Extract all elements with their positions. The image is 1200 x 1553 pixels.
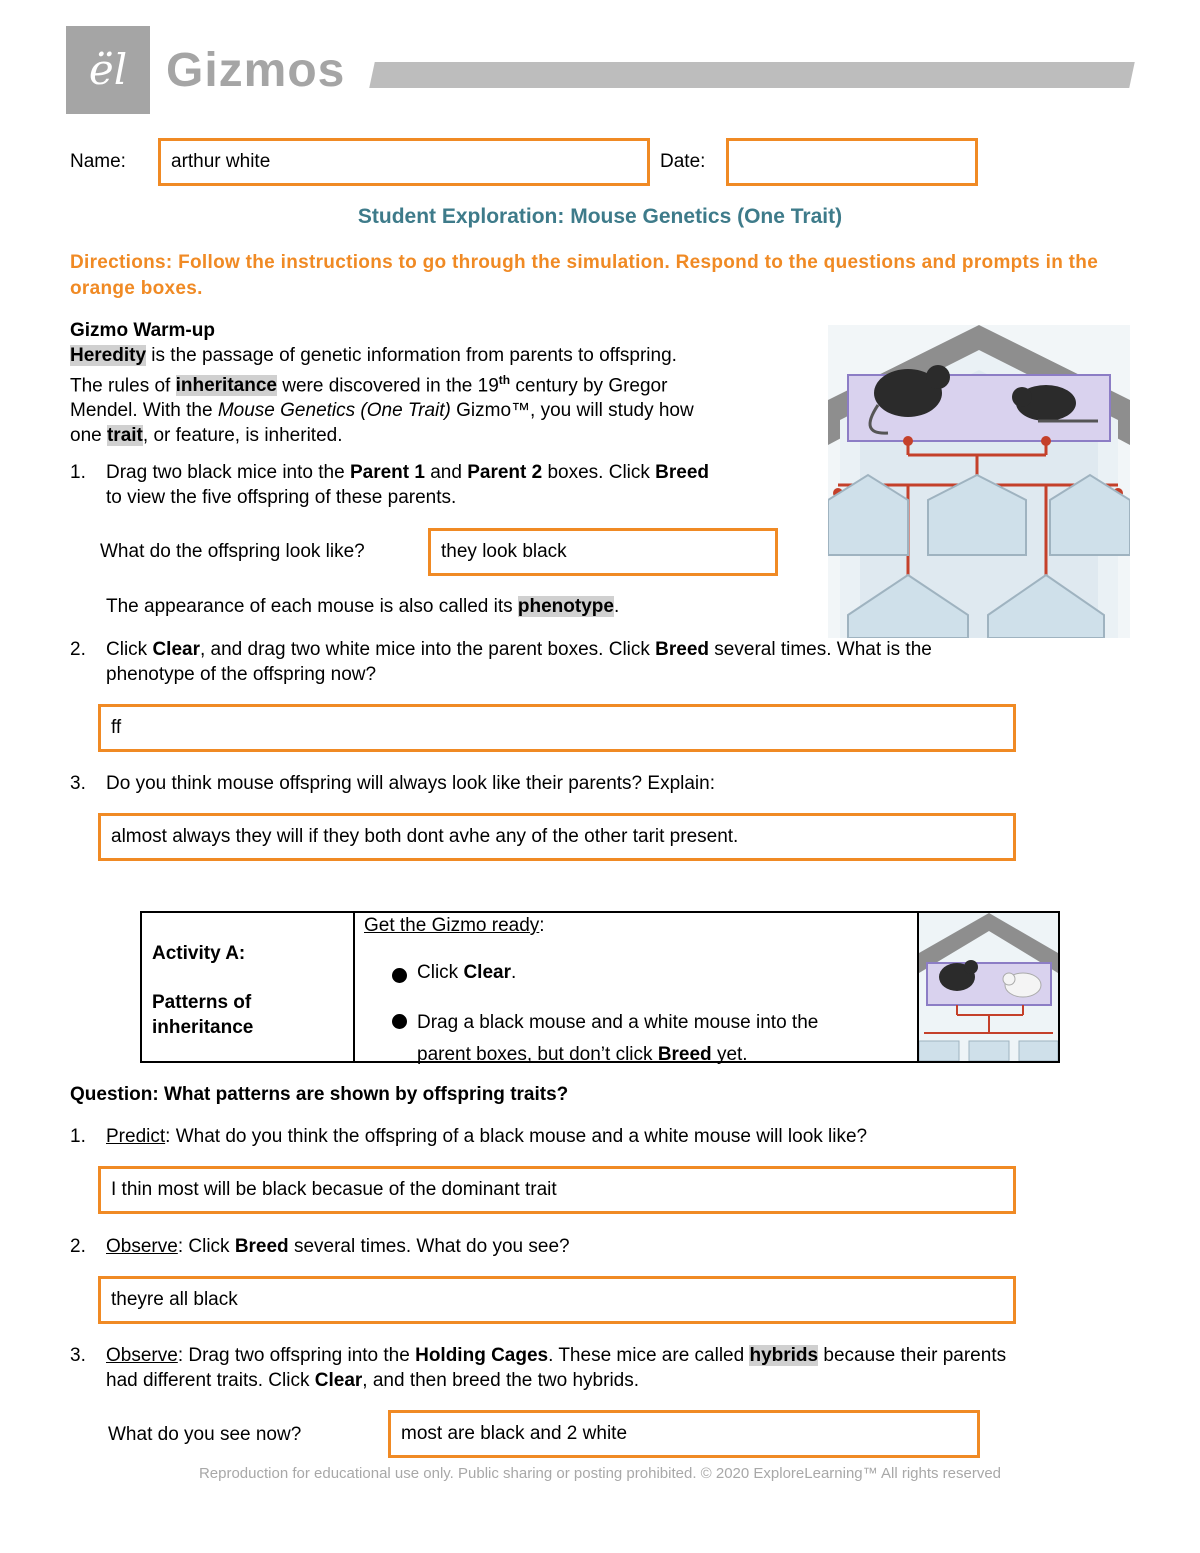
term-trait: trait [106,425,143,447]
brand-name: Gizmos [166,44,346,97]
q1-text: Drag two black mice into the Parent 1 and Parent 2 boxes. Click Breed to view the five offspring of these parents. [106,462,710,508]
term-inheritance: inheritance [175,375,277,397]
gizmo-name: Mouse Genetics (One Trait) [217,400,451,422]
q1-prompt: What do the offspring look like? [100,541,365,562]
activity-thumbnail [919,913,1058,1061]
aq3-text: Observe: Drag two offspring into the Holding Cages. These mice are called hybrids because their parents had different traits. Click Clear, and then breed the two hybrids. [106,1345,1007,1391]
header-bar [369,62,1135,88]
q3-answer-box[interactable]: almost always they will if they both dont avhe any of the other tarit present. [98,813,1016,861]
aq3-answer-box[interactable]: most are black and 2 white [388,1410,980,1458]
footer-copyright: Reproduction for educational use only. Public sharing or posting prohibited. © 2020 ExploreLearning™ All rights reserved [198,1465,1002,1482]
aq1-answer-box[interactable]: I thin most will be black becasue of the dominant trait [98,1166,1016,1214]
phenotype-note: The appearance of each mouse is also called its phenotype. [106,596,620,617]
q3-number: 3. [70,773,86,794]
activity-table [140,911,1060,1063]
bullet-icon [392,1014,407,1029]
gizmo-mice-illustration [828,325,1130,638]
q2-answer-box[interactable]: ff [98,704,1016,752]
q1-number: 1. [70,462,86,483]
directions: Directions: Follow the instructions to go through the simulation. Respond to the questions and prompts in the orange boxes. [70,252,1099,299]
q2-number: 2. [70,639,86,660]
term-phenotype: phenotype [517,596,614,617]
name-label: Name: [70,151,126,172]
q2-text: Click Clear, and drag two white mice into the parent boxes. Click Breed several times. What is the phenotype of the offspring now? [106,639,932,685]
aq3-prompt: What do you see now? [108,1424,302,1445]
date-label: Date: [660,151,706,172]
term-hybrids: hybrids [749,1345,819,1366]
bullet-icon [392,968,407,983]
gizmo-ready-heading: Get the Gizmo ready: [364,915,545,936]
aq3-number: 3. [70,1345,86,1366]
aq1-number: 1. [70,1126,86,1147]
q1-answer-box[interactable]: they look black [428,528,778,576]
warmup-heading: Gizmo Warm-up [70,320,215,341]
aq1-text: Predict: What do you think the offspring of a black mouse and a white mouse will look like? [106,1126,868,1147]
activity-step-2: Drag a black mouse and a white mouse into the parent boxes, but don’t click Breed yet. [417,1012,819,1065]
aq2-number: 2. [70,1236,86,1257]
q3-text: Do you think mouse offspring will always look like their parents? Explain: [106,773,716,794]
page-title: Student Exploration: Mouse Genetics (One Trait) [357,205,843,228]
warmup-intro: Heredity is the passage of genetic information from parents to offspring. The rules of inheritance were discovered in the 19th century by Gregor Mendel. With the Mouse Genetics (One Trait) Gizmo™, you will study how one trait, or feature, is inherited. [70,345,694,447]
aq2-text: Observe: Click Breed several times. What do you see? [106,1236,570,1257]
table-divider [353,913,355,1061]
activity-step-1: Click Clear. [417,962,517,983]
name-field[interactable]: arthur white [158,138,650,186]
date-field[interactable] [726,138,978,186]
activity-label: Activity A: Patterns of inheritance [152,943,254,1038]
el-logo-icon: ël [88,45,128,94]
question-heading: Question: What patterns are shown by offspring traits? [70,1084,569,1105]
term-heredity: Heredity [70,345,147,366]
aq2-answer-box[interactable]: theyre all black [98,1276,1016,1324]
